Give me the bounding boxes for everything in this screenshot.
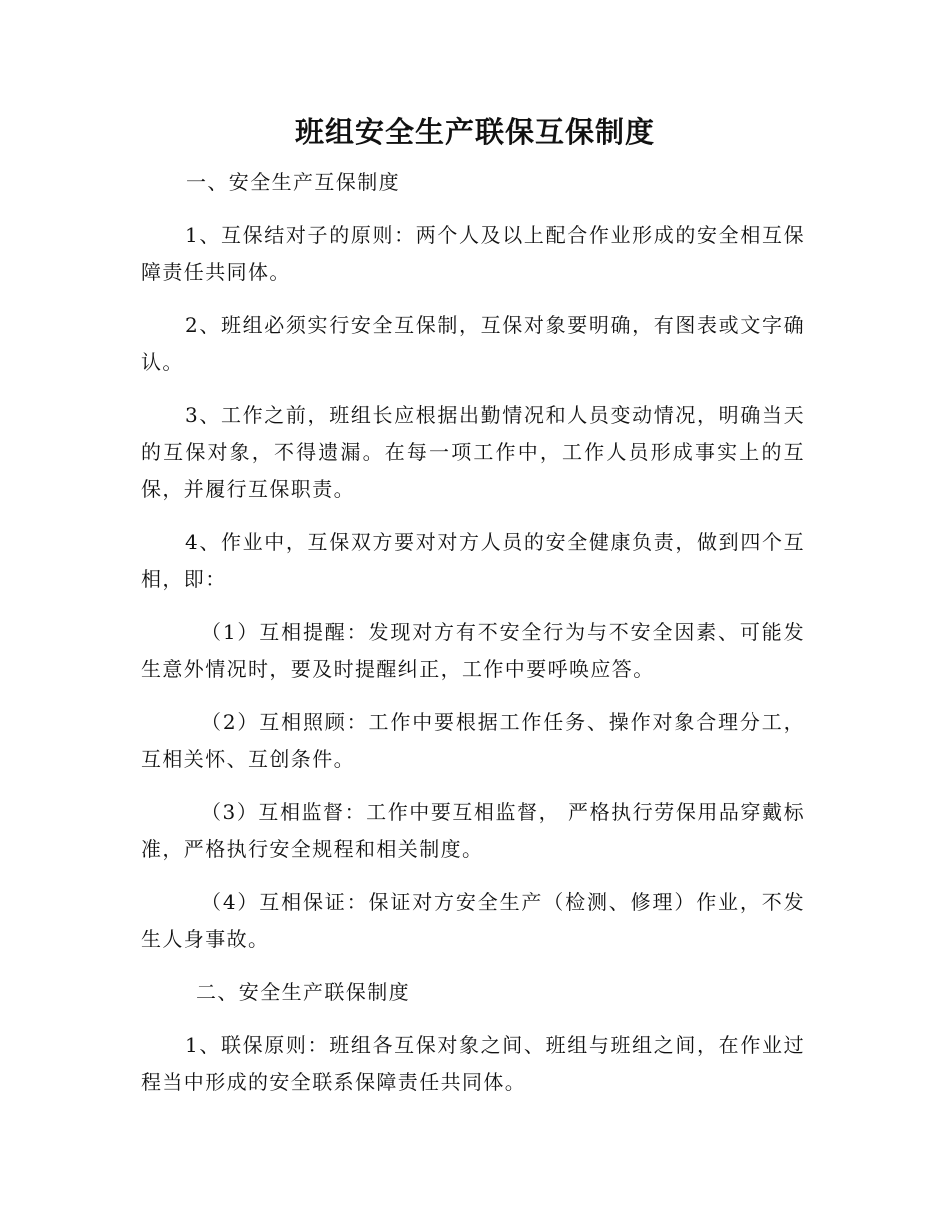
- document-body: [141, 164, 805, 1117]
- paragraph-2: 2、班组必须实行安全互保制，互保对象要明确，有图表或文字确认。: [141, 313, 805, 374]
- section-2-paragraph-1: 1、联保原则：班组各互保对象之间、班组与班组之间，在作业过程当中形成的安全联系保障责任共同体。: [141, 1033, 805, 1094]
- paragraph-3: 3、工作之前，班组长应根据出勤情况和人员变动情况，明确当天的互保对象，不得遗漏。在每一项工作中，工作人员形成事实上的互保，并履行互保职责。: [141, 403, 805, 501]
- sub-item-4: （4）互相保证：保证对方安全生产（检测、修理）作业，不发生人身事故。: [141, 890, 805, 951]
- section-2-heading: 二、安全生产联保制度: [196, 980, 410, 1004]
- sub-item-2: （2）互相照顾：工作中要根据工作任务、操作对象合理分工，互相关怀、互创条件。: [141, 710, 805, 771]
- paragraph-1: 1、互保结对子的原则：两个人及以上配合作业形成的安全相互保障责任共同体。: [141, 223, 805, 284]
- paragraph-4: 4、作业中，互保双方要对对方人员的安全健康负责，做到四个互相，即：: [141, 530, 805, 591]
- section-1-heading: 一、安全生产互保制度: [186, 170, 400, 194]
- document-title: 班组安全生产联保互保制度: [294, 115, 655, 149]
- sub-item-3: （3）互相监督：工作中要互相监督， 严格执行劳保用品穿戴标准，严格执行安全规程和相关制度。: [141, 800, 805, 861]
- sub-item-1: （1）互相提醒：发现对方有不安全行为与不安全因素、可能发生意外情况时，要及时提醒纠正，工作中要呼唤应答。: [141, 620, 805, 681]
